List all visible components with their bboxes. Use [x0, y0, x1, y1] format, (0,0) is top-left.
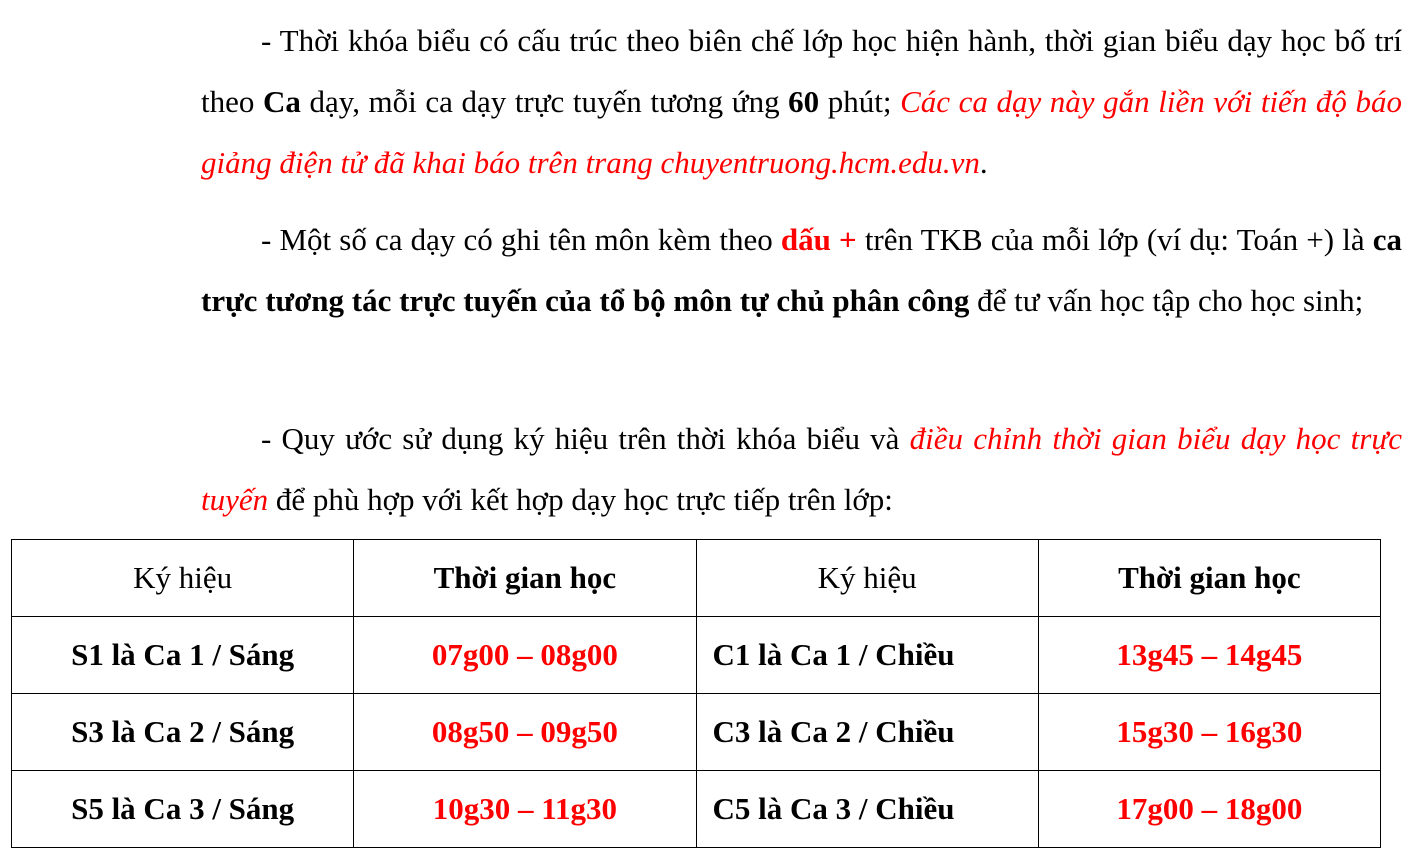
morning-session-code: S3 là Ca 2 / Sáng	[12, 694, 354, 771]
p2-text-2: trên TKB của mỗi lớp (ví dụ: Toán +) là	[856, 222, 1373, 257]
morning-session-time: 08g50 – 09g50	[354, 694, 696, 771]
p1-bold-60: 60	[788, 84, 820, 119]
p2-text-1: - Một số ca dạy có ghi tên môn kèm theo	[261, 222, 781, 257]
afternoon-session-code: C1 là Ca 1 / Chiều	[696, 617, 1038, 694]
table-row	[12, 771, 1381, 848]
p1-bold-ca: Ca	[262, 84, 301, 119]
table-row	[12, 694, 1381, 771]
header-symbol: Ký hiệu	[696, 540, 1038, 617]
schedule-table	[11, 539, 1381, 848]
afternoon-session-time: 15g30 – 16g30	[1038, 694, 1380, 771]
p1-text-4: .	[979, 145, 988, 180]
p3-text-2: để phù hợp với kết hợp dạy học trực tiếp trên lớp:	[268, 482, 893, 517]
p2-text-3: để tư vấn học tập cho học sinh;	[969, 283, 1364, 318]
p3-red-adjust: điều chỉnh thời gian biểu dạy học trực tuyến	[201, 421, 1402, 517]
p2-red-plus: dấu +	[780, 222, 857, 257]
paragraph-plus-sessions	[201, 209, 1402, 331]
p1-text-2: dạy, mỗi ca dạy trực tuyến tương ứng	[300, 84, 789, 119]
p2-bold-duty: ca trực tương tác trực tuyến của tổ bộ môn tự chủ phân công	[201, 222, 1402, 318]
p1-text-3: phút;	[819, 84, 901, 119]
morning-session-time: 07g00 – 08g00	[354, 617, 696, 694]
afternoon-session-time: 13g45 – 14g45	[1038, 617, 1380, 694]
afternoon-session-time: 17g00 – 18g00	[1038, 771, 1380, 848]
p1-text-1: - Thời khóa biểu có cấu trúc theo biên chế lớp học hiện hành, thời gian biểu dạy học bố trí theo	[201, 23, 1402, 119]
afternoon-session-code: C3 là Ca 2 / Chiều	[696, 694, 1038, 771]
header-time: Thời gian học	[1038, 540, 1380, 617]
table-header-row	[12, 540, 1381, 617]
header-symbol: Ký hiệu	[12, 540, 354, 617]
paragraph-symbol-convention	[201, 408, 1402, 530]
morning-session-code: S5 là Ca 3 / Sáng	[12, 771, 354, 848]
p3-text-1: - Quy ước sử dụng ký hiệu trên thời khóa biểu và	[261, 421, 910, 456]
morning-session-time: 10g30 – 11g30	[354, 771, 696, 848]
paragraph-schedule-structure	[201, 10, 1402, 193]
morning-session-code: S1 là Ca 1 / Sáng	[12, 617, 354, 694]
p1-red-note: Các ca dạy này gắn liền với tiến độ báo giảng điện tử đã khai báo trên trang chuyentruong.hcm.edu.vn	[201, 84, 1402, 180]
table-row	[12, 617, 1381, 694]
header-time: Thời gian học	[354, 540, 696, 617]
afternoon-session-code: C5 là Ca 3 / Chiều	[696, 771, 1038, 848]
